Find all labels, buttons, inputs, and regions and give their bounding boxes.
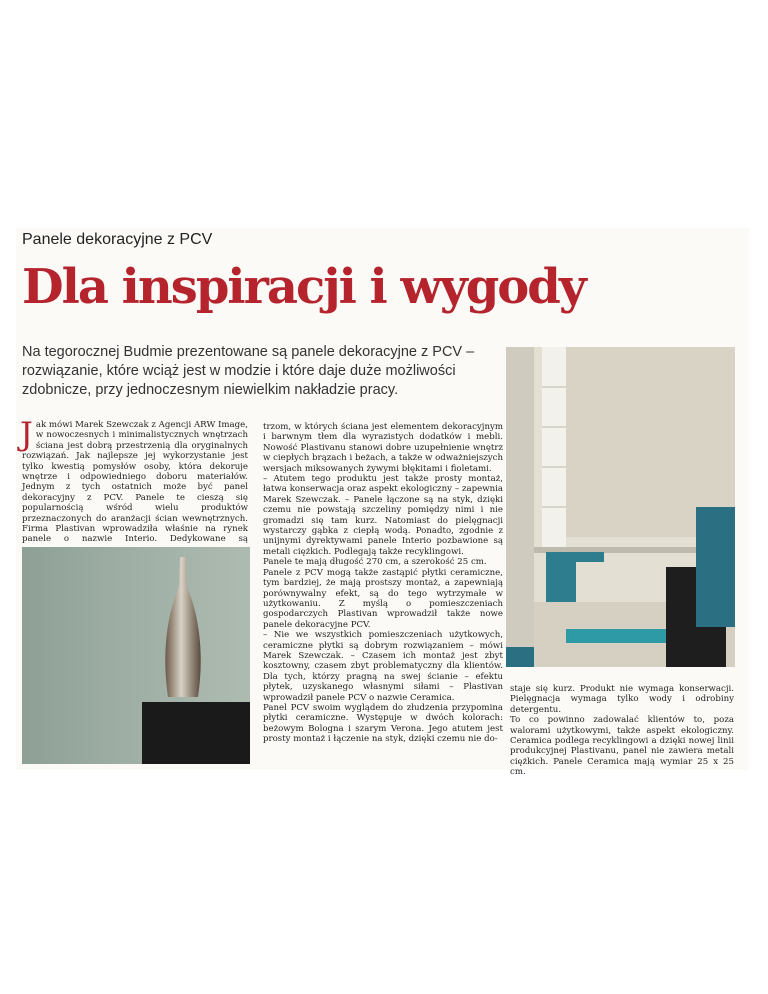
paragraph: Panel PCV swoim wyglądem do złudzenia przypomina płytki ceramiczne. Występuje w dwóch kolorach: beżowym Bologna i szarym Verona. Jego atutem jest prosty montaż i łączenie na styk, dzięki czemu nie do- [263,702,503,745]
drop-cap: J [20,415,33,453]
bathroom-illustration [506,347,735,667]
paragraph: staje się kurz. Produkt nie wymaga konserwacji. Pielęgnacja wymaga tylko wody i odrobiny detergentu. [510,684,734,715]
lead-paragraph: Na tegorocznej Budmie prezentowane są panele dekoracyjne z PCV – rozwiązanie, które wciąż jest w modzie i które daje duże możliwości zdobnicze, przy jednoczesnym niewielkim nakładzie pracy. [22,344,475,398]
section-label: Panele dekoracyjne z PCV [22,231,213,248]
paragraph: – Nie we wszystkich pomieszczeniach użytkowych, ceramiczne płytki są dobrym rozwiązaniem – mówi Marek Szewczak. – Czasem ich montaż jest zbyt kosztowny, czasem zbyt problematyczny dla klientów. Dla tych, którzy pragną na swej ścianie – efektu płytek, uzyskanego własnymi siłami – Plastivan wprowadził panele PCV o nazwie Ceramica. [263,630,503,703]
article-column-2 [263,422,503,745]
paragraph: Panele te mają długość 270 cm, a szerokość 25 cm. [263,557,487,568]
paragraph: To co powinno zadowalać klientów to, poza walorami użytkowymi, także aspekt ekologiczny. Ceramica podlega recyklingowi a dzięki nowej linii produkcyjnej Plastivanu, panel nie zawiera metali ciężkich. Panele Ceramica mają wymiar 25 x 25 cm. [510,715,734,778]
vase-photo [22,547,250,764]
paragraph: trzom, w których ściana jest elementem dekoracyjnym i barwnym tłem dla wyrazistych dodatków i mebli. Nowość Plastivanu stanowi dobre uzupełnienie wnętrz w ciepłych brązach i beżach, a także w odważniejszych wersjach miksowanych żywymi błękitami i fioletami. [263,422,503,474]
article-column-1 [20,415,248,555]
bathroom-photo [506,347,735,667]
vase-illustration [162,557,204,707]
headline: Dla inspiracji i wygody [22,259,585,315]
dark-table [142,702,250,764]
paragraph: – Atutem tego produktu jest także prosty montaż, łatwa konserwacja oraz aspekt ekologiczny – zapewnia Marek Szewczak. – Panele łączone są na styk, dzięki czemu nie powstają szczeliny pomiędzy nimi i nie gromadzi się tam kurz. Natomiast do pielęgnacji wystarczy gąbka z ciepłą wodą. Ponadto, zgodnie z unijnymi dyrektywami panele Interio pozbawione są metali ciężkich. Podlegają także recyklingowi. [263,474,503,557]
article-column-3 [510,684,734,778]
paragraph: Panele z PCV mogą także zastąpić płytki ceramiczne, tym bardziej, że mają prostszy montaż, a zapewniają porównywalny efekt, są do tego wytrzymałe w użytkowaniu. Z myślą o pomieszczeniach gospodarczych Plastivan wprowadził także nowe panele dekoracyjne PCV. [263,567,503,630]
column-1-text: ak mówi Marek Szewczak z Agencji ARW Image, w nowoczesnych i minimalistycznych wnętrzach ściana jest dobrą przestrzenią dla oryginalnych rozwiązań. Jak najlepsze jej wykorzystanie jest tylko kwestią pomysłów osoby, która dekoruje wnętrze i odpowiedniego doboru materiałów. Jednym z tych ostatnich może być panel dekoracyjny z PCV. Panele te cieszą się popularnością wśród wielu produktów przeznaczonych do aranżacji ścian wewnętrznych. Firma Plastivan wprowadziła właśnie na rynek panele o nazwie Interio. Dedykowane są [22,420,248,545]
